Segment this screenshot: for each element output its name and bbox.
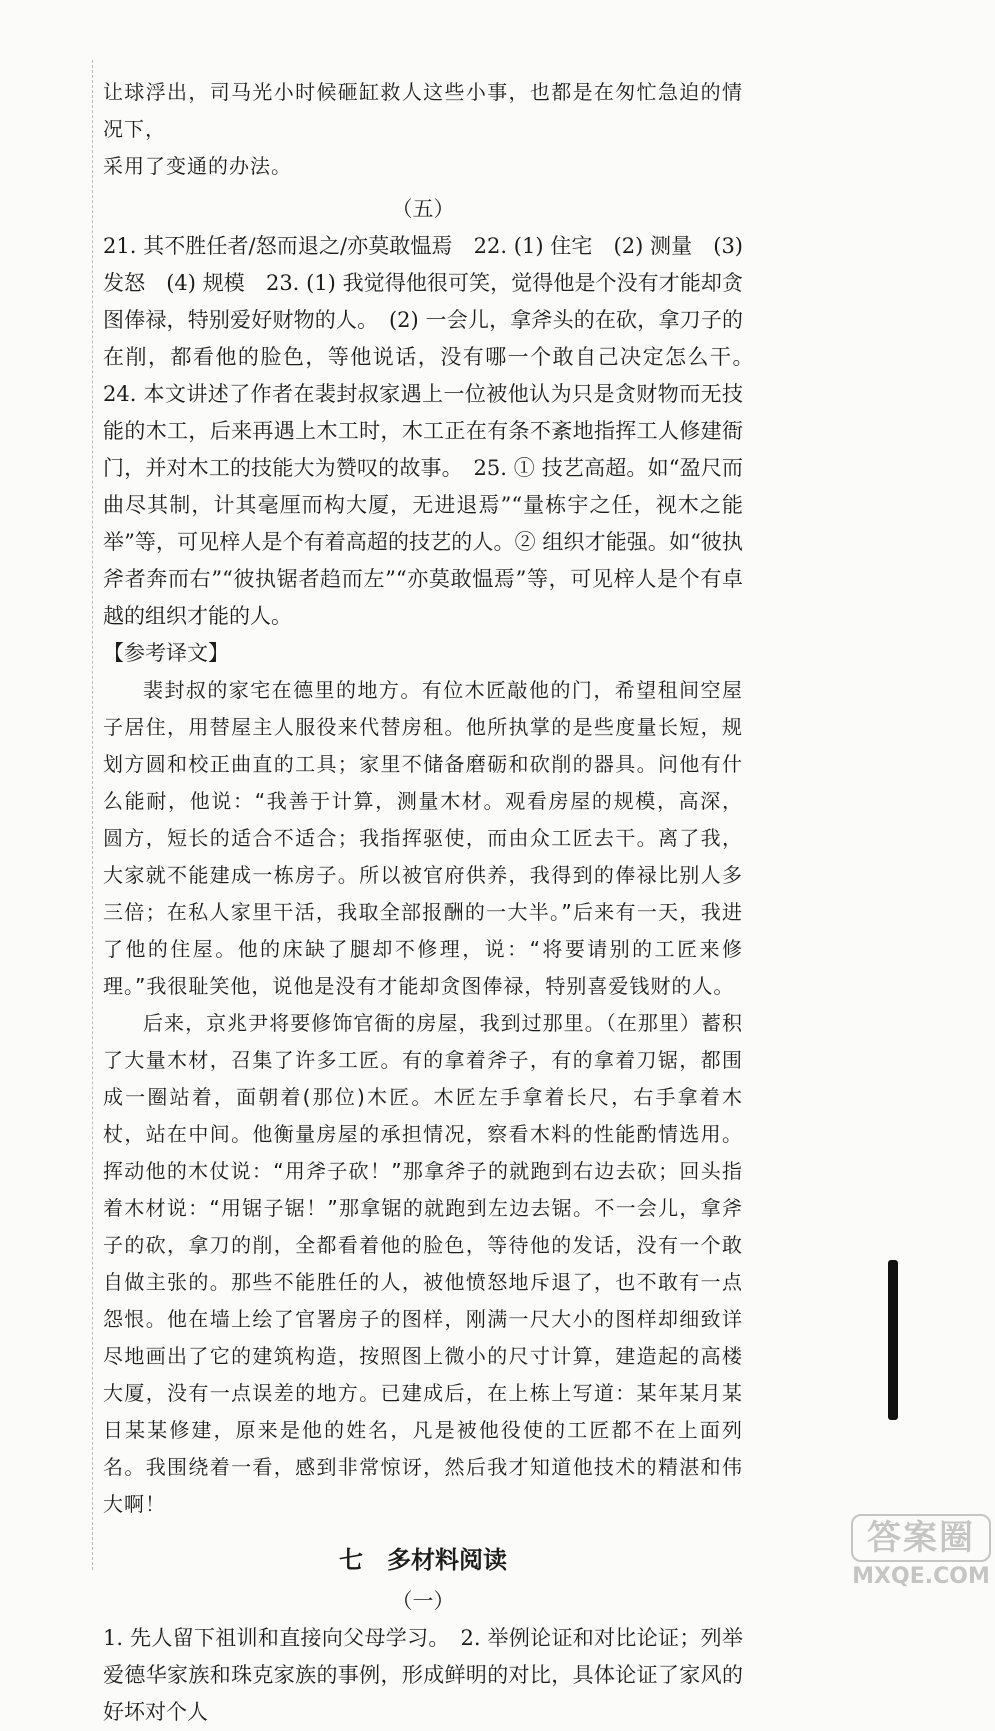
translation-paragraph-1: 裴封叔的家宅在德里的地方。有位木匠敲他的门，希望租间空屋子居住，用替屋主人服役来代替房租。他所执掌的是些度量长短，规划方圆和校正曲直的工具；家里不储备磨砺和砍削的器具。问他有什么能耐，他说：“我善于计算，测量木材。观看房屋的规模，高深，圆方，短长的适合不适合；我指挥驱使，而由众工匠去干。离了我，大家就不能建成一栋房子。所以被官府供养，我得到的俸禄比别人多三倍；在私人家里干活，我取全部报酬的一大半。”后来有一天，我进了他的住屋。他的床缺了腿却不修理，说：“将要请别的工匠来修理。”我很耻笑他，说他是没有才能却贪图俸禄，特别喜爱钱财的人。	[103, 678, 743, 998]
translation-paragraph-2: 后来，京兆尹将要修饰官衙的房屋，我到过那里。（在那里）蓄积了大量木材，召集了许多工匠。有的拿着斧子，有的拿着刀锯，都围成一圈站着，面朝着(那位)木匠。木匠左手拿着长尺，右手拿着木杖，站在中间。他衡量房屋的承担情况，察看木料的性能酌情选用。挥动他的木仗说：“用斧子砍！”那拿斧子的就跑到右边去砍；回头指着木材说：“用锯子锯！”那拿锯的就跑到左边去锯。不一会儿，拿斧子的砍，拿刀的削，全都看着他的脸色，等待他的发话，没有一个敢自做主张的。那些不能胜任的人，被他愤怒地斥退了，也不敢有一点怨恨。他在墙上绘了官署房子的图样，刚满一尺大小的图样却细致详尽地画出了它的建筑构造，按照图上微小的尺寸计算，建造起的高楼大厦，没有一点误差的地方。已建成后，在上栋上写道：某年某月某日某某修建，原来是他的姓名，凡是被他役使的工匠都不在上面列名。我围绕着一看，感到非常惊讶，然后我才知道他技术的精湛和伟大啊！	[103, 1011, 743, 1516]
section-title-7: 七 多材料阅读	[339, 1545, 507, 1574]
sub-heading-1: （一）	[391, 1589, 455, 1613]
prev-answer-line-2: 采用了变通的办法。	[103, 154, 292, 178]
watermark-logo	[851, 1514, 991, 1594]
answers-21-25: 21. 其不胜任者/怒而退之/亦莫敢愠焉 22. (1) 住宅 (2) 测量 (3) 发怒 (4) 规模 23. (1) 我觉得他很可笑，觉得他是个没有才能却贪图俸禄，特别爱好财物的人。 (2) 一会儿，拿斧头的在砍，拿刀子的在削，都看他的脸色，等他说话，没有哪一个敢自己决定怎么干。 24. 本文讲述了作者在裴封叔家遇上一位被他认为只是贪财物而无技能的木工，后来再遇上木工时，木工正在有条不紊地指挥工人修建衙门，并对木工的技能大为赞叹的故事。 25. ① 技艺高超。如“盈尺而曲尽其制，计其毫厘而构大厦，无进退焉”“量栋宇之任，视木之能举”等，可见梓人是个有着高超的技艺的人。② 组织才能强。如“彼执斧者奔而右”“彼执锯者趋而左”“亦莫敢愠焉”等，可见梓人是个有卓越的组织才能的人。	[103, 234, 764, 628]
watermark-url: MXQE.COM	[852, 1564, 990, 1589]
prev-answer-line-1: 让球浮出，司马光小时候砸缸救人这些小事，也都是在匆忙急迫的情况下，	[103, 80, 743, 141]
reference-translation-label: 【参考译文】	[103, 641, 229, 665]
binding-margin-line	[92, 60, 93, 1570]
binding-scan-mark	[888, 1260, 898, 1420]
answers-1-2: 1. 先人留下祖训和直接向父母学习。 2. 举例论证和对比论证；列举爱德华家族和珠克家族的事例，形成鲜明的对比，具体论证了家风的好坏对个人	[103, 1626, 743, 1724]
page-content	[103, 74, 764, 1731]
section-heading-5: （五）	[391, 197, 455, 221]
watermark-title: 答案圈	[851, 1514, 991, 1562]
